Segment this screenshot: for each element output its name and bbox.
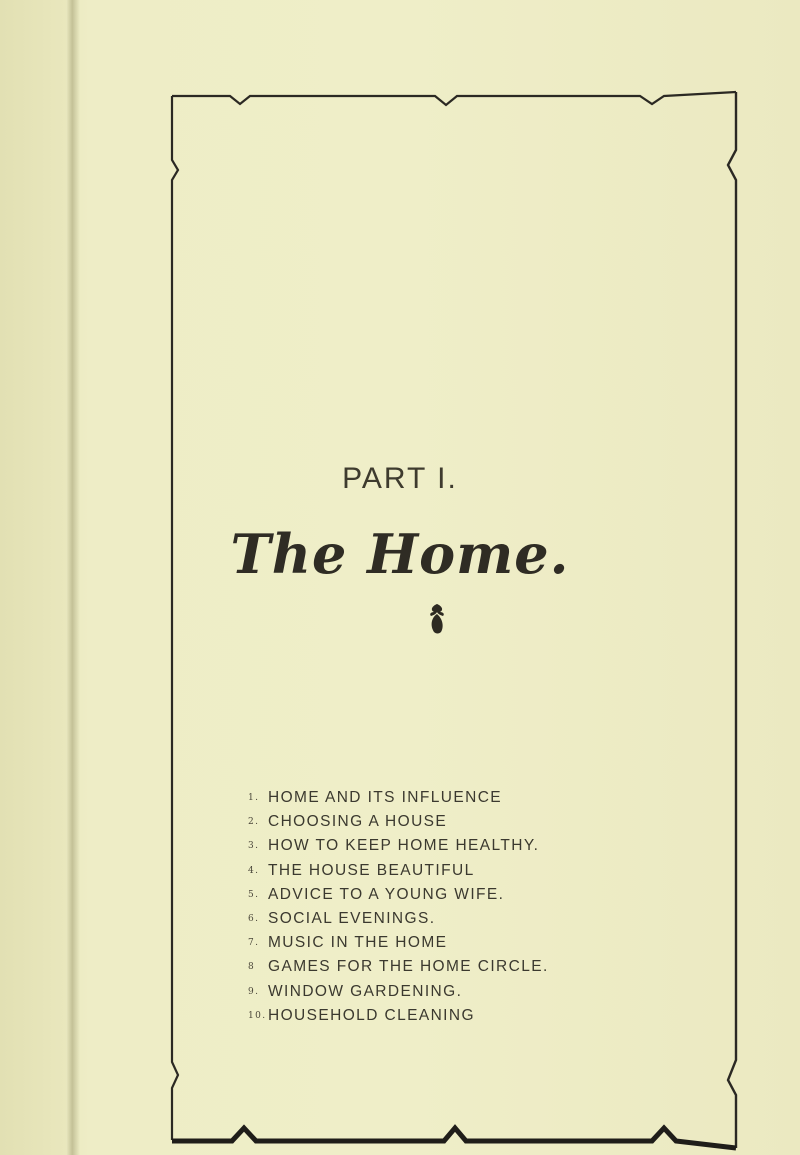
chapter-title: HOUSEHOLD CLEANING [268, 1006, 475, 1024]
fleuron-icon [424, 600, 450, 636]
chapter-number: 3. [248, 841, 260, 852]
chapter-title: SOCIAL EVENINGS. [268, 910, 436, 928]
chapter-list [248, 786, 728, 1028]
chapter-title: HOME AND ITS INFLUENCE [268, 789, 503, 807]
list-item [248, 931, 728, 955]
list-item [248, 955, 728, 979]
chapter-number: 6. [248, 914, 260, 925]
list-item [248, 810, 728, 834]
part-title: PART I. [342, 462, 458, 495]
list-item [248, 786, 728, 810]
chapter-title: CHOOSING A HOUSE [268, 813, 448, 831]
chapter-title: GAMES FOR THE HOME CIRCLE. [268, 958, 549, 976]
chapter-title: MUSIC IN THE HOME [268, 934, 448, 952]
list-item [248, 980, 728, 1004]
chapter-number: 4. [248, 865, 260, 876]
chapter-number: 2. [248, 817, 260, 828]
chapter-title: THE HOUSE BEAUTIFUL [268, 861, 475, 879]
list-item [248, 1004, 728, 1028]
list-item [248, 883, 728, 907]
chapter-number: 1. [248, 793, 260, 804]
section-title: The Home. [230, 522, 570, 586]
chapter-title: ADVICE TO A YOUNG WIFE. [268, 885, 505, 903]
chapter-title: HOW TO KEEP HOME HEALTHY. [268, 837, 540, 855]
list-item [248, 859, 728, 883]
chapter-title: WINDOW GARDENING. [268, 982, 463, 1000]
chapter-number: 8 [248, 962, 256, 973]
chapter-number: 5. [248, 889, 260, 900]
chapter-number: 10. [248, 1010, 267, 1021]
list-item [248, 907, 728, 931]
chapter-number: 9. [248, 986, 260, 997]
list-item [248, 834, 728, 858]
chapter-number: 7. [248, 938, 260, 949]
